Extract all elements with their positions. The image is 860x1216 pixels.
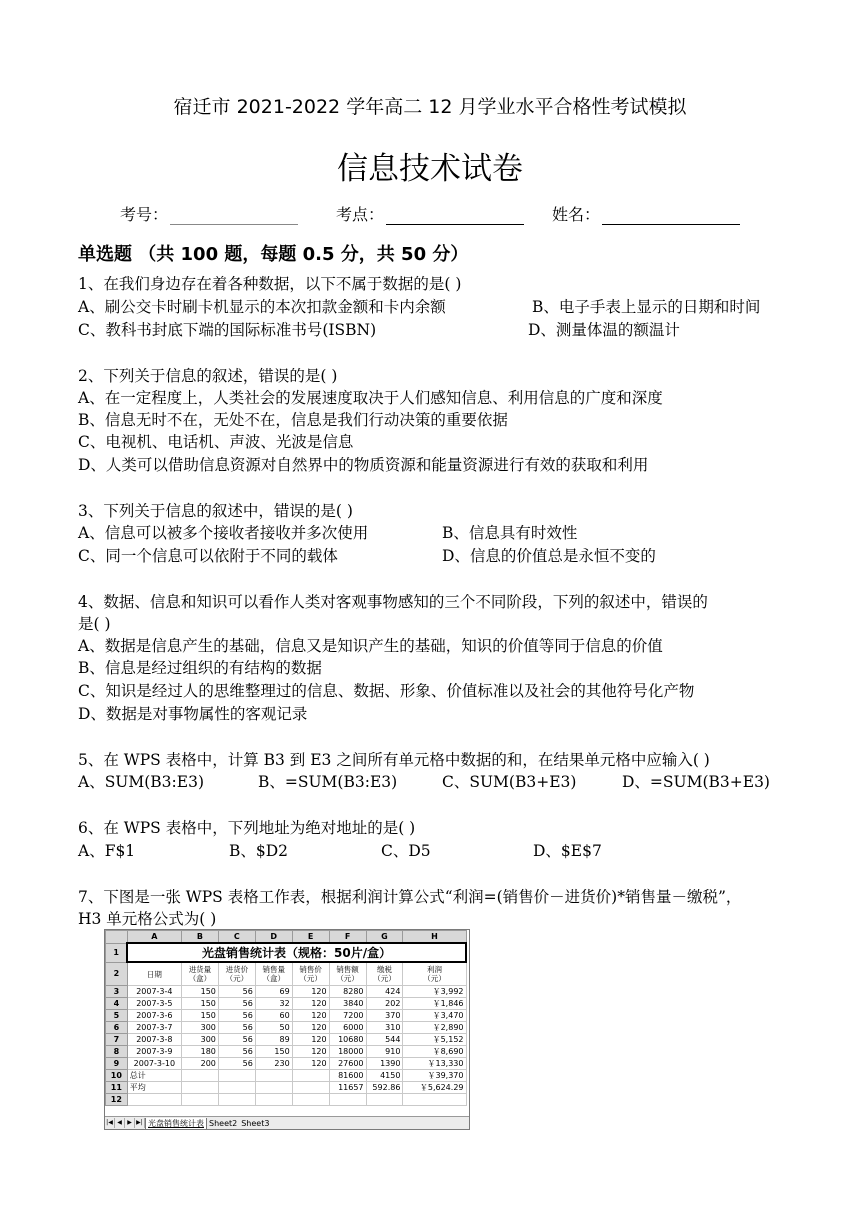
row-number[interactable]: 10 — [106, 1070, 128, 1082]
column-header[interactable]: B — [181, 931, 218, 944]
sheet-cell[interactable]: 2007-3-9 — [127, 1046, 181, 1058]
sheet-cell[interactable]: 56 — [218, 1034, 255, 1046]
sheet-cell[interactable]: 8280 — [329, 986, 366, 998]
sheet-cell[interactable]: ￥3,992 — [403, 986, 466, 998]
sheet-cell[interactable]: 56 — [218, 986, 255, 998]
sheet-cell[interactable]: 300 — [181, 1034, 218, 1046]
sheet-cell[interactable]: 2007-3-6 — [127, 1010, 181, 1022]
sheet-cell[interactable]: 7200 — [329, 1010, 366, 1022]
row-number[interactable]: 2 — [106, 962, 128, 986]
sheet-cell[interactable]: 150 — [181, 1010, 218, 1022]
sheet-cell[interactable] — [255, 1094, 292, 1106]
exam-site-blank[interactable] — [386, 208, 524, 225]
sheet-cell[interactable] — [218, 1070, 255, 1082]
name-field — [552, 202, 740, 225]
sheet-cell[interactable]: 2007-3-8 — [127, 1034, 181, 1046]
q5-option-a: A、SUM(B3:E3) — [78, 773, 204, 791]
sheet-cell[interactable] — [218, 1082, 255, 1094]
sheet-cell[interactable]: ￥8,690 — [403, 1046, 466, 1058]
sheet-cell[interactable]: ￥2,890 — [403, 1022, 466, 1034]
sheet-cell[interactable]: 150 — [181, 998, 218, 1010]
column-header[interactable]: F — [329, 931, 366, 944]
sheet-row — [106, 1070, 467, 1082]
q4-option-b: B、信息是经过组织的有结构的数据 — [78, 659, 322, 677]
exam-site-field — [336, 202, 524, 225]
sheet-cell[interactable]: 18000 — [329, 1046, 366, 1058]
header-unit: （元） — [373, 974, 396, 983]
sheet-cell[interactable]: 120 — [292, 1034, 329, 1046]
sheet-cell[interactable]: 56 — [218, 1010, 255, 1022]
sheet-tab-bar — [105, 1116, 469, 1129]
sheet-cell[interactable]: ￥39,370 — [403, 1070, 466, 1082]
sheet-row — [106, 1022, 467, 1034]
sheet-tab-sheet3[interactable]: Sheet3 — [241, 1118, 270, 1128]
sheet-cell[interactable] — [366, 1094, 403, 1106]
q3-option-c: C、同一个信息可以依附于不同的载体 — [78, 547, 338, 565]
q7-stem-line1: 7、下图是一张 WPS 表格工作表，根据利润计算公式“利润=(销售价－进货价)*销售量－缴税”， — [78, 888, 742, 906]
header-unit: （元） — [225, 974, 249, 983]
sheet-cell[interactable] — [292, 1082, 329, 1094]
sheet-cell[interactable]: 平均 — [127, 1082, 181, 1094]
header-unit: （盒） — [262, 974, 285, 983]
exam-number-blank[interactable] — [170, 208, 298, 225]
q4-option-d: D、数据是对事物属性的客观记录 — [78, 705, 308, 723]
sheet-cell[interactable] — [181, 1082, 218, 1094]
sheet-cell[interactable]: ￥5,624.29 — [403, 1082, 466, 1094]
sheet-cell[interactable]: 11657 — [329, 1082, 366, 1094]
exam-title: 信息技术试卷 — [337, 151, 523, 187]
sheet-title-row — [106, 943, 467, 962]
q3-option-b: B、信息具有时效性 — [442, 524, 578, 542]
sheet-tab-active[interactable]: 光盘销售统计表 — [145, 1118, 207, 1129]
sheet-cell[interactable]: 2007-3-10 — [127, 1058, 181, 1070]
row-number[interactable]: 3 — [106, 986, 128, 998]
q4-option-a: A、数据是信息产生的基础，信息又是知识产生的基础，知识的价值等同于信息的价值 — [78, 637, 663, 655]
sheet-cell[interactable] — [292, 1094, 329, 1106]
sheet-cell[interactable]: 2007-3-4 — [127, 986, 181, 998]
q3-option-a: A、信息可以被多个接收者接收并多次使用 — [78, 524, 369, 542]
exam-site-label: 考点： — [336, 205, 385, 224]
sheet-row — [106, 1010, 467, 1022]
sheet-cell[interactable]: 150 — [181, 986, 218, 998]
header-cell[interactable] — [292, 962, 329, 986]
sheet-cell[interactable]: 69 — [255, 986, 292, 998]
row-number[interactable]: 1 — [106, 943, 128, 962]
sheet-cell[interactable]: ￥13,330 — [403, 1058, 466, 1070]
q2-option-c: C、电视机、电话机、声波、光波是信息 — [78, 433, 354, 451]
sheet-cell[interactable]: 4150 — [366, 1070, 403, 1082]
q6-option-c: C、D5 — [381, 842, 431, 860]
row-number[interactable]: 4 — [106, 998, 128, 1010]
q1-option-c: C、教科书封底下端的国际标准书号(ISBN) — [78, 321, 377, 339]
row-number[interactable]: 7 — [106, 1034, 128, 1046]
sheet-cell[interactable] — [292, 1070, 329, 1082]
sheet-cell[interactable]: 2007-3-5 — [127, 998, 181, 1010]
prev-sheet-icon[interactable]: ◀ — [115, 1118, 125, 1128]
q5-option-d: D、=SUM(B3+E3) — [622, 773, 770, 791]
sheet-cell[interactable]: 592.86 — [366, 1082, 403, 1094]
row-number[interactable]: 6 — [106, 1022, 128, 1034]
header-line: 销售价 — [299, 965, 322, 974]
q2-option-d: D、人类可以借助信息资源对自然界中的物质资源和能量资源进行有效的获取和利用 — [78, 456, 649, 474]
row-number[interactable]: 9 — [106, 1058, 128, 1070]
next-sheet-icon[interactable]: ▶ — [125, 1118, 135, 1128]
name-label: 姓名： — [552, 205, 601, 224]
header-unit: （元） — [299, 974, 322, 983]
header-cell[interactable] — [403, 962, 466, 986]
sheet-cell[interactable] — [181, 1094, 218, 1106]
row-number[interactable]: 12 — [106, 1094, 128, 1106]
sheet-cell[interactable]: 120 — [292, 1010, 329, 1022]
sheet-cell[interactable]: 424 — [366, 986, 403, 998]
q7-stem-line2: H3 单元格公式为( ) — [78, 910, 217, 928]
sheet-cell[interactable]: 120 — [292, 998, 329, 1010]
sheet-cell[interactable]: 202 — [366, 998, 403, 1010]
first-sheet-icon[interactable]: |◀ — [105, 1118, 115, 1128]
sheet-cell[interactable]: ￥5,152 — [403, 1034, 466, 1046]
column-header[interactable]: D — [255, 931, 292, 944]
sheet-cell[interactable]: 180 — [181, 1046, 218, 1058]
q5-option-c: C、SUM(B3+E3) — [442, 773, 577, 791]
q2-stem: 2、下列关于信息的叙述，错误的是( ) — [78, 367, 338, 385]
spreadsheet-figure — [104, 929, 470, 1130]
column-header[interactable]: E — [292, 931, 329, 944]
column-header[interactable]: A — [127, 931, 181, 944]
header-line: 利润 — [426, 965, 442, 974]
sheet-cell[interactable]: 56 — [218, 1022, 255, 1034]
sheet-cell[interactable]: 120 — [292, 1022, 329, 1034]
sheet-cell[interactable]: 310 — [366, 1022, 403, 1034]
sheet-row — [106, 1058, 467, 1070]
header-unit: （盒） — [188, 974, 212, 983]
sheet-cell[interactable] — [403, 1094, 466, 1106]
header-unit: （元） — [423, 974, 446, 983]
header-cell[interactable] — [218, 962, 255, 986]
exam-number-field — [120, 202, 298, 225]
section-heading: 单选题 （共 100 题，每题 0.5 分，共 50 分） — [78, 244, 469, 265]
sheet-cell[interactable]: 910 — [366, 1046, 403, 1058]
sheet-cell[interactable]: ￥3,470 — [403, 1010, 466, 1022]
sheet-cell[interactable]: 1390 — [366, 1058, 403, 1070]
sheet-cell[interactable]: 120 — [292, 986, 329, 998]
q1-stem: 1、在我们身边存在着各种数据，以下不属于数据的是( ) — [78, 275, 462, 293]
sheet-cell[interactable]: 6000 — [329, 1022, 366, 1034]
sheet-cell[interactable]: 3840 — [329, 998, 366, 1010]
exam-number-label: 考号： — [120, 205, 169, 224]
sheet-cell[interactable]: 56 — [218, 1058, 255, 1070]
sheet-cell[interactable]: 10680 — [329, 1034, 366, 1046]
sheet-row — [106, 998, 467, 1010]
sheet-cell[interactable]: 230 — [255, 1058, 292, 1070]
q1-option-b: B、电子手表上显示的日期和时间 — [532, 298, 761, 316]
header-unit: （元） — [336, 974, 359, 983]
sheet-cell[interactable]: 总计 — [127, 1070, 181, 1082]
row-number[interactable]: 11 — [106, 1082, 128, 1094]
sheet-cell[interactable] — [255, 1070, 292, 1082]
last-sheet-icon[interactable]: ▶| — [135, 1118, 145, 1128]
q5-stem: 5、在 WPS 表格中，计算 B3 到 E3 之间所有单元格中数据的和，在结果单元格中应输入( ) — [78, 751, 710, 769]
sheet-cell[interactable]: 50 — [255, 1022, 292, 1034]
header-line: 缴税 — [376, 965, 392, 974]
sheet-cell[interactable]: 370 — [366, 1010, 403, 1022]
q6-option-a: A、F$1 — [78, 842, 136, 860]
q4-stem-line2: 是( ) — [78, 615, 111, 633]
header-line: 日期 — [146, 969, 162, 979]
header-line: 销售额 — [336, 965, 359, 974]
exam-subtitle: 宿迁市 2021-2022 学年高二 12 月学业水平合格性考试模拟 — [173, 96, 687, 118]
header-line: 进货价 — [225, 965, 249, 974]
sheet-cell[interactable]: 120 — [292, 1058, 329, 1070]
sheet-cell[interactable]: 81600 — [329, 1070, 366, 1082]
sheet-cell[interactable]: 2007-3-7 — [127, 1022, 181, 1034]
sheet-cell[interactable] — [218, 1094, 255, 1106]
column-header[interactable]: C — [218, 931, 255, 944]
q2-option-a: A、在一定程度上，人类社会的发展速度取决于人们感知信息、利用信息的广度和深度 — [78, 389, 663, 407]
q5-option-b: B、=SUM(B3:E3) — [258, 773, 398, 791]
row-number[interactable]: 5 — [106, 1010, 128, 1022]
header-line: 进货量 — [188, 965, 212, 974]
sheet-row — [106, 1082, 467, 1094]
column-header[interactable]: H — [403, 931, 466, 944]
sheet-row — [106, 1034, 467, 1046]
spreadsheet-table — [105, 930, 467, 1106]
sheet-cell[interactable] — [329, 1094, 366, 1106]
q3-stem: 3、下列关于信息的叙述中，错误的是( ) — [78, 502, 353, 520]
q6-stem: 6、在 WPS 表格中，下列地址为绝对地址的是( ) — [78, 819, 416, 837]
sheet-cell[interactable]: 544 — [366, 1034, 403, 1046]
header-cell[interactable] — [366, 962, 403, 986]
sheet-cell[interactable]: 200 — [181, 1058, 218, 1070]
q1-option-a: A、刷公交卡时刷卡机显示的本次扣款金额和卡内余额 — [78, 298, 446, 316]
sheet-cell[interactable]: 56 — [218, 998, 255, 1010]
sheet-row — [106, 986, 467, 998]
sheet-cell[interactable]: 32 — [255, 998, 292, 1010]
column-header[interactable]: G — [366, 931, 403, 944]
sheet-cell[interactable]: 120 — [292, 1046, 329, 1058]
header-cell[interactable] — [127, 962, 181, 986]
q4-stem-line1: 4、数据、信息和知识可以看作人类对客观事物感知的三个不同阶段，下列的叙述中，错误的 — [78, 593, 708, 611]
sheet-row — [106, 1094, 467, 1106]
column-header-row — [106, 931, 467, 944]
sheet-cell[interactable] — [127, 1094, 181, 1106]
sheet-data-rows — [106, 986, 467, 1094]
q6-option-b: B、$D2 — [229, 842, 289, 860]
q3-option-d: D、信息的价值总是永恒不变的 — [442, 547, 656, 565]
header-cell[interactable] — [181, 962, 218, 986]
header-cell[interactable] — [255, 962, 292, 986]
q2-option-b: B、信息无时不在，无处不在，信息是我们行动决策的重要依据 — [78, 411, 508, 429]
sheet-row — [106, 1046, 467, 1058]
sheet-cell[interactable]: 150 — [255, 1046, 292, 1058]
q4-option-c: C、知识是经过人的思维整理过的信息、数据、形象、价值标准以及社会的其他符号化产物 — [78, 682, 695, 700]
sheet-cell[interactable] — [181, 1070, 218, 1082]
sheet-cell[interactable]: 89 — [255, 1034, 292, 1046]
q6-option-d: D、$E$7 — [533, 842, 602, 860]
header-line: 销售量 — [262, 965, 285, 974]
header-cell[interactable] — [329, 962, 366, 986]
q1-option-d: D、测量体温的额温计 — [528, 321, 680, 339]
select-all-corner[interactable] — [106, 931, 128, 944]
sheet-header-row — [106, 962, 467, 986]
sheet-cell[interactable] — [255, 1082, 292, 1094]
row-number[interactable]: 8 — [106, 1046, 128, 1058]
sheet-cell[interactable]: ￥1,846 — [403, 998, 466, 1010]
sheet-cell[interactable]: 56 — [218, 1046, 255, 1058]
sheet-cell[interactable]: 27600 — [329, 1058, 366, 1070]
sheet-cell[interactable]: 300 — [181, 1022, 218, 1034]
sheet-title-cell[interactable]: 光盘销售统计表（规格：50片/盒） — [127, 943, 466, 962]
name-blank[interactable] — [602, 208, 740, 225]
sheet-cell[interactable]: 60 — [255, 1010, 292, 1022]
sheet-tab-sheet2[interactable]: Sheet2 — [209, 1118, 238, 1128]
